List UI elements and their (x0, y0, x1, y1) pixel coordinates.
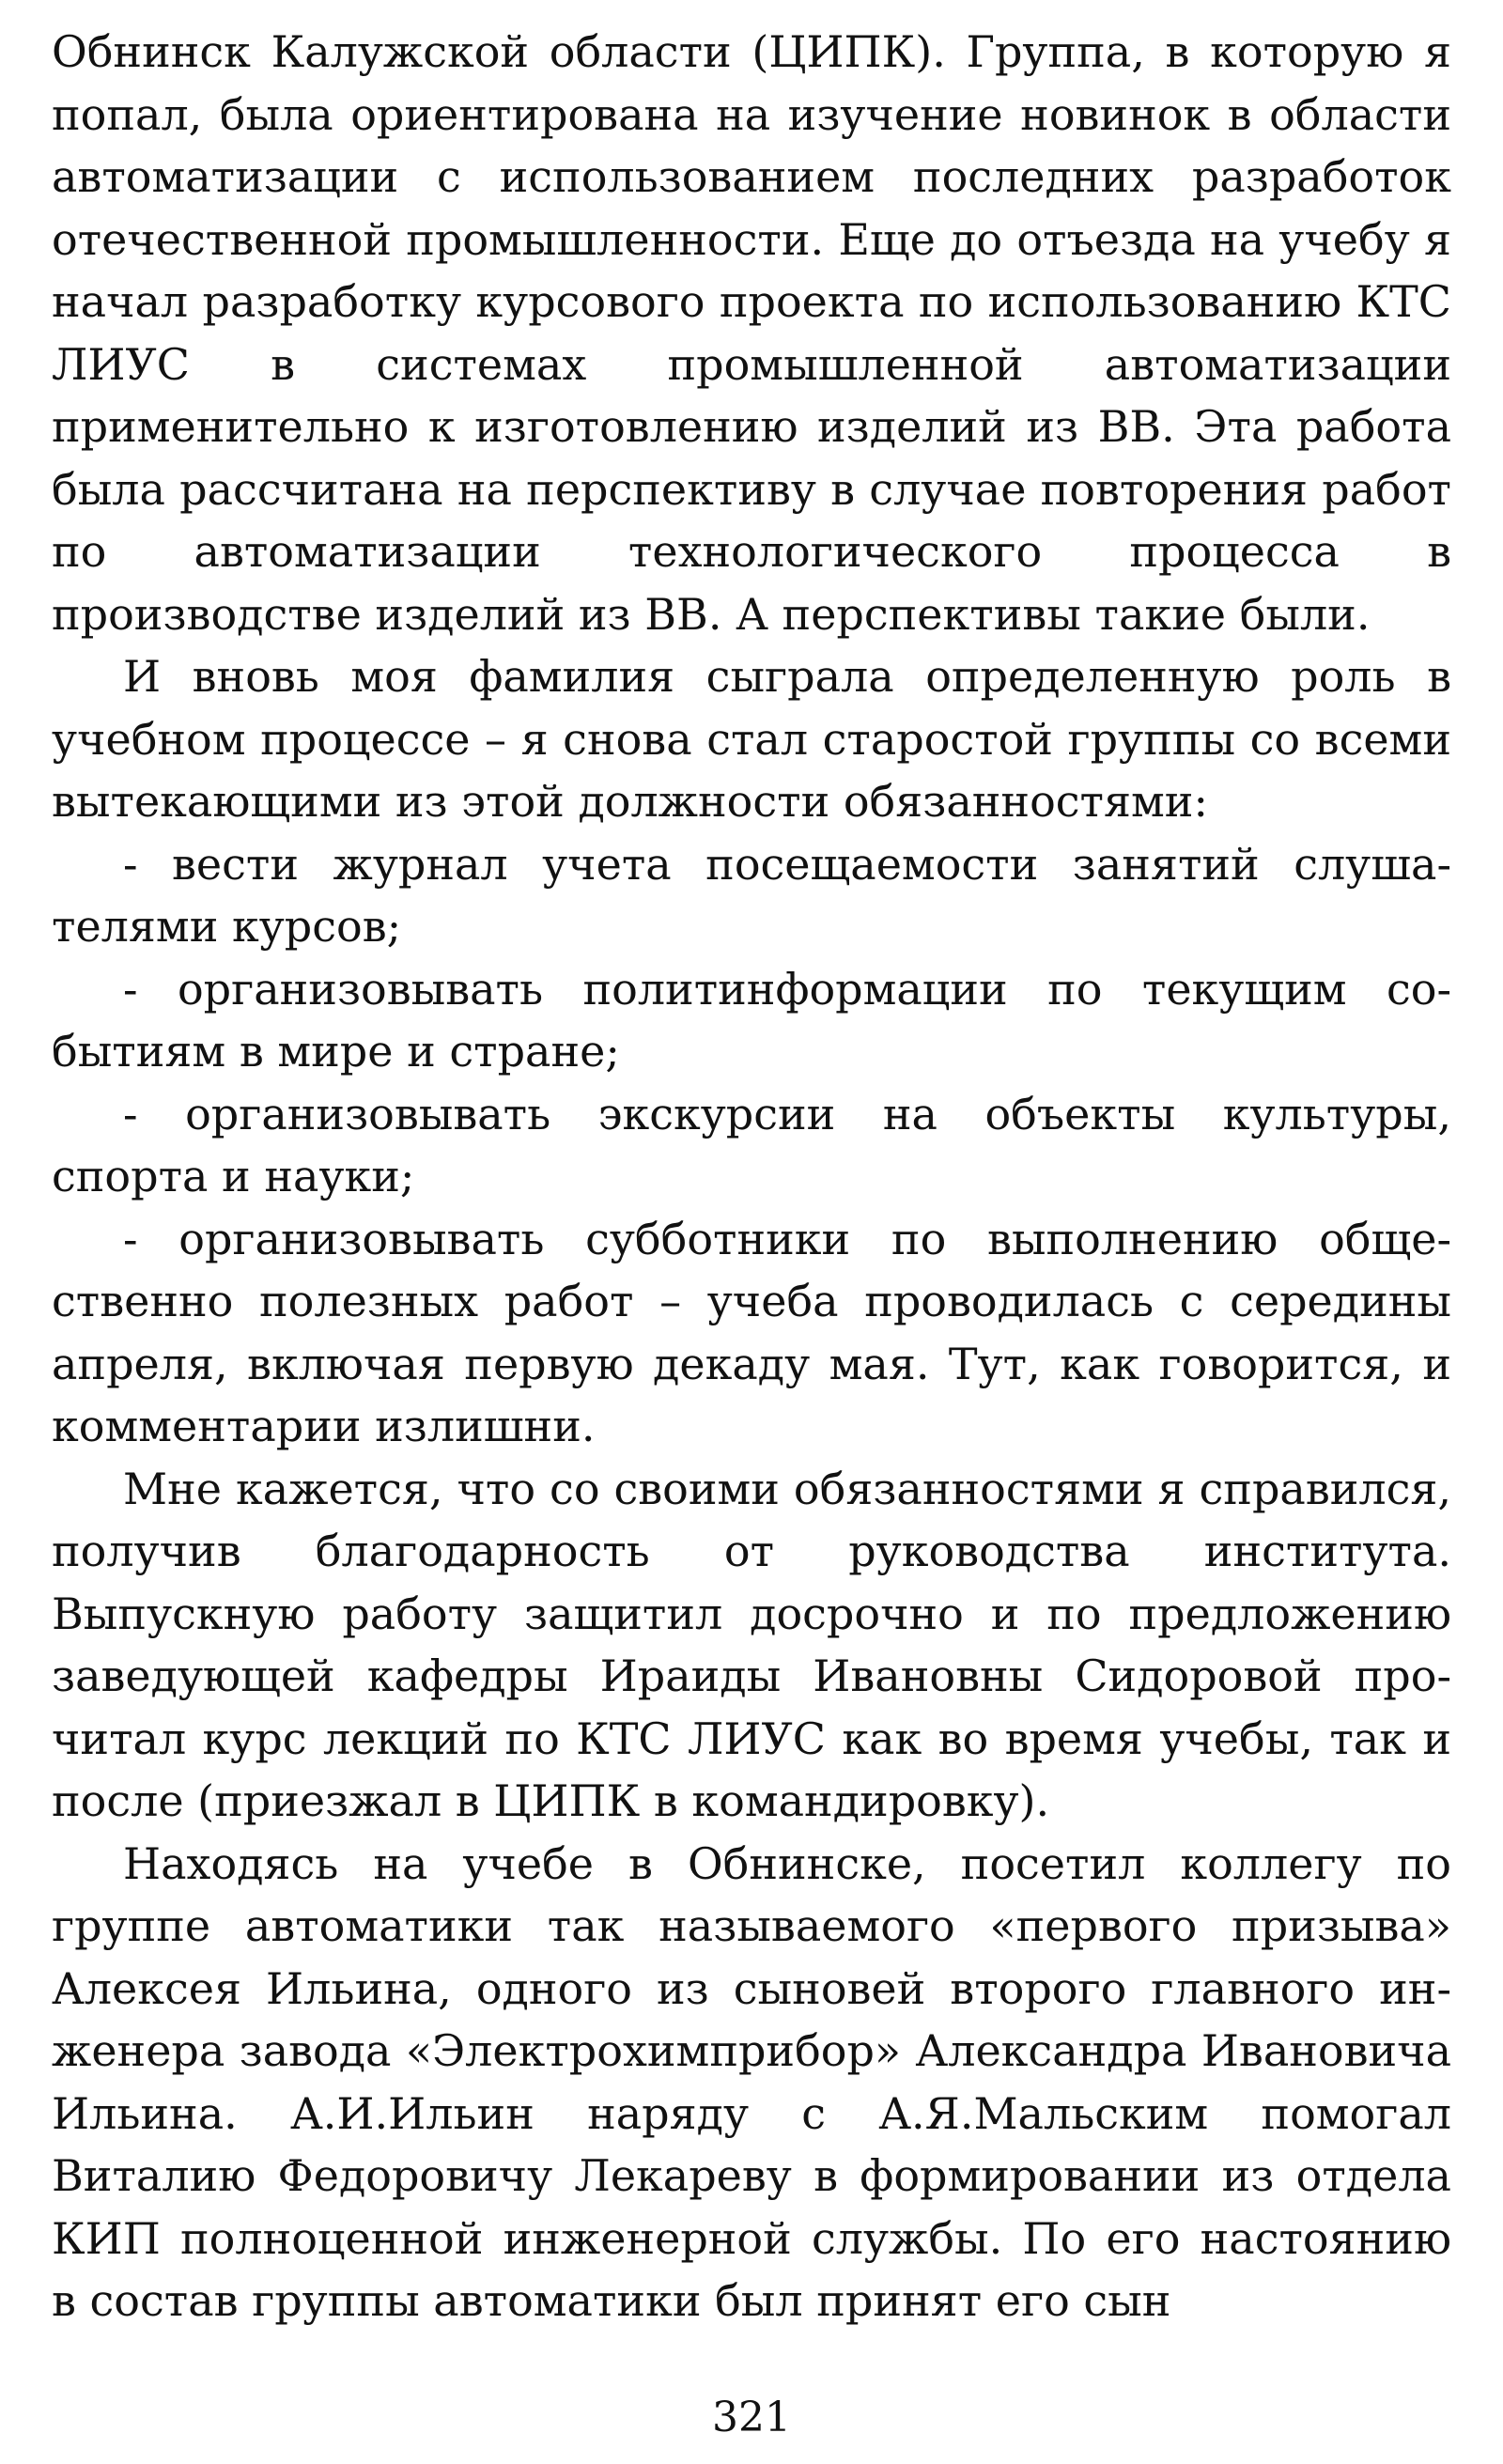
list-item-1: - вести журнал учета посещаемости занятий слушателями курсов; (52, 838, 1451, 952)
paragraph-4: Находясь на учебе в Обнинске, посетил коллегу по группе автоматики так называемого «первого призыва» Алексея Ильина, одного из сыновей второго главного инженера завода «Электрохимприбор» Александра Ивановича Ильина. А.И.Ильин наряду с А.Я.Мальским помогал Виталию Федоровичу Лекареву в формировании из отдела КИП полноценной инженерной службы. По его настоянию в состав группы автоматики был принят его сын (52, 1837, 1451, 2326)
paragraph-1: Обнинск Калужской области (ЦИПК). Группа, в которую я попал, была ориентирована на изучение новинок в области автоматизации с использованием последних разработок отечественной промышленности. Еще до отъезда на учебу я начал разработку курсового проекта по использованию КТС ЛИУС в системах промышленной автоматизации применительно к изготовлению изделий из ВВ. Эта работа была рассчитана на перспективу в случае повторения работ по автоматизации технологического процесса в производстве изделий из ВВ. А перспективы такие были. (52, 26, 1451, 640)
list-item-2: - организовывать политинформации по текущим событиям в мире и стране; (52, 963, 1451, 1077)
page-number: 321 (712, 2394, 791, 2441)
list-item-4: - организовывать субботники по выполнению общественно полезных работ – учеба проводилась с середины апреля, включая первую декаду мая. Тут, как говорится, и комментарии излишни. (52, 1213, 1451, 1451)
paragraph-3: Мне кажется, что со своими обязанностями я справился, получив благодарность от руководства института. Выпускную работу защитил досрочно и по предложению заведующей кафедры Ираиды Ивановны Сидоровой прочитал курс лекций по КТС ЛИУС как во время учебы, так и после (приезжал в ЦИПК в командировку). (52, 1463, 1451, 1826)
page-body (52, 21, 1451, 2332)
paragraph-2: И вновь моя фамилия сыграла определенную роль в учебном процессе – я снова стал старостой группы со всеми вытекающими из этой должности обязанностями: (52, 651, 1451, 827)
list-item-3: - организовывать экскурсии на объекты культуры, спорта и науки; (52, 1088, 1451, 1201)
